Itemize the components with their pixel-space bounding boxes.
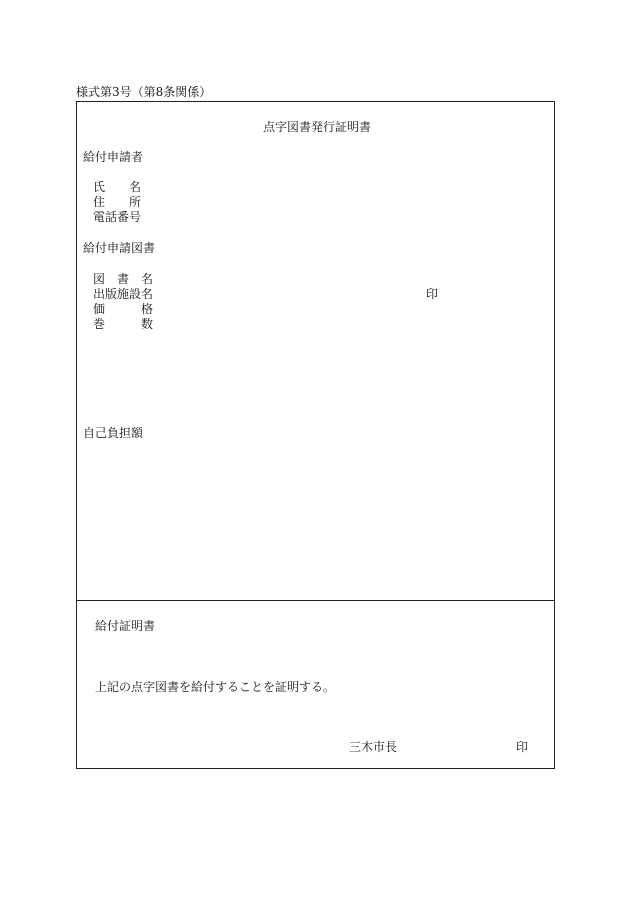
mayor-label: 三木市長 xyxy=(349,740,398,754)
applicant-address-label: 住 所 xyxy=(93,195,142,209)
book-title-label: 図 書 名 xyxy=(93,272,154,286)
certificate-frame xyxy=(76,101,555,769)
applicant-heading: 給付申請者 xyxy=(83,150,144,164)
book-publisher-label: 出版施設名 xyxy=(93,287,154,301)
grant-heading: 給付証明書 xyxy=(95,619,156,633)
applicant-phone-label: 電話番号 xyxy=(93,210,142,224)
section-divider xyxy=(77,600,554,601)
book-price-label: 価 格 xyxy=(93,302,154,316)
applicant-name-label: 氏 名 xyxy=(93,180,142,194)
self-pay-label: 自己負担額 xyxy=(83,426,144,440)
certificate-title: 点字図書発行証明書 xyxy=(263,120,372,134)
grant-statement: 上記の点字図書を給付することを証明する。 xyxy=(95,680,336,694)
book-volumes-label: 巻 数 xyxy=(93,317,154,331)
form-number: 様式第3号（第8条関係） xyxy=(76,85,212,99)
book-heading: 給付申請図書 xyxy=(83,241,156,255)
publisher-seal-mark: 印 xyxy=(426,287,439,301)
mayor-seal-mark: 印 xyxy=(516,740,529,754)
